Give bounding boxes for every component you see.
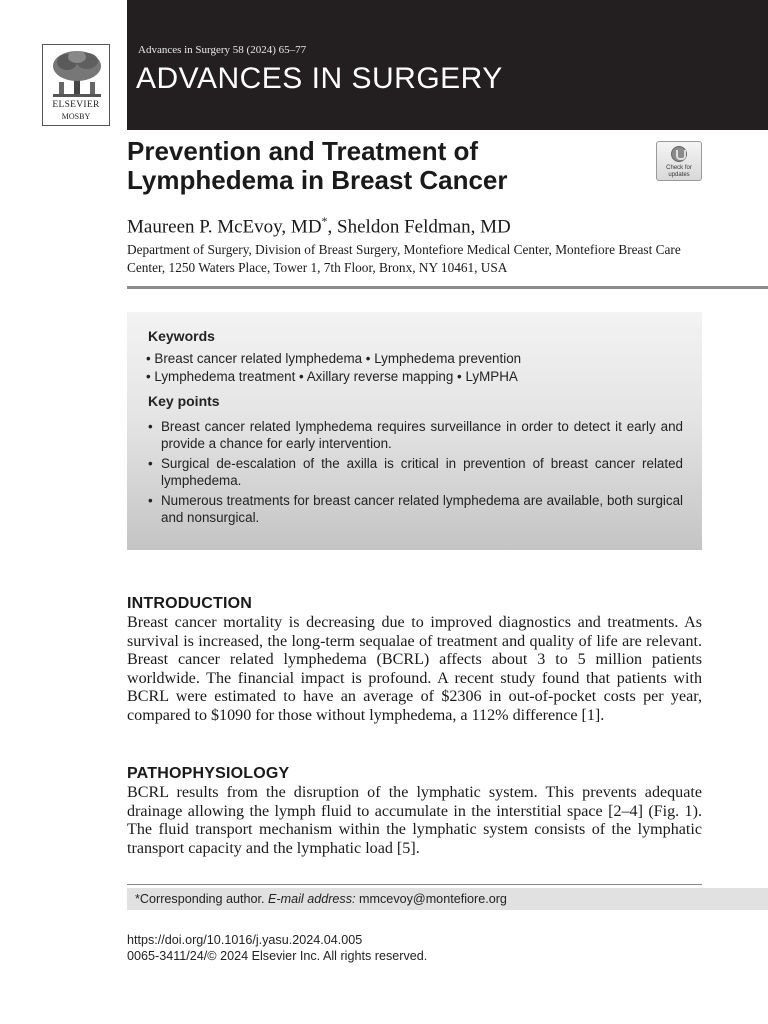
authors bbox=[127, 214, 511, 238]
key-point-item: • Surgical de-escalation of the axilla is critical in prevention of breast cancer related lymphedema. bbox=[148, 455, 683, 489]
footnote-divider bbox=[127, 884, 702, 885]
key-points-list bbox=[148, 418, 683, 529]
email-label: E-mail address: bbox=[268, 892, 356, 906]
journal-header bbox=[127, 0, 768, 130]
check-updates-icon bbox=[671, 146, 687, 162]
journal-title: ADVANCES IN SURGERY bbox=[136, 62, 503, 95]
introduction-heading: INTRODUCTION bbox=[127, 595, 253, 612]
pathophysiology-text: BCRL results from the disruption of the lymphatic system. This prevents adequate drainage allowing the lymph fluid to accumulate in the interstitial space [2–4] (Fig. 1). The fluid transport mechanism within the lymphatic system consists of the lymphatic transport capacity and the lymphatic load [5]. bbox=[127, 784, 702, 857]
keywords-line-1: • Breast cancer related lymphedema • Lymphedema prevention bbox=[146, 351, 522, 366]
footnote-prefix: *Corresponding author. bbox=[135, 892, 269, 906]
key-point-item: • Numerous treatments for breast cancer related lymphedema are available, both surgical and nonsurgical. bbox=[148, 492, 683, 526]
keywords-line-2: • Lymphedema treatment • Axillary reverse mapping • LyMPHA bbox=[146, 369, 518, 384]
publisher-imprint: MOSBY bbox=[61, 112, 91, 121]
citation: Advances in Surgery 58 (2024) 65–77 bbox=[138, 44, 307, 56]
corresponding-mark[interactable]: * bbox=[321, 214, 328, 228]
title-line-1: Prevention and Treatment of bbox=[127, 136, 479, 166]
check-updates-label: Check for updates bbox=[666, 165, 692, 178]
check-for-updates-button[interactable] bbox=[656, 141, 702, 181]
article-title bbox=[127, 137, 647, 195]
key-points-box bbox=[127, 312, 702, 550]
doi-link[interactable]: https://doi.org/10.1016/j.yasu.2024.04.005 bbox=[127, 933, 363, 947]
author-1: Maureen P. McEvoy, MD bbox=[127, 216, 322, 238]
header-divider bbox=[127, 286, 768, 289]
footnote bbox=[127, 888, 768, 910]
introduction-text: Breast cancer mortality is decreasing due to improved diagnostics and treatments. As survival is increased, the long-term sequalae of treatment and quality of life are relevant. Breast cancer related lymphedema (BCRL) affects about 3 to 5 million patients worldwide. The financial impact is profound. A recent study found that patients with BCRL were estimated to have an average of $2306 in out-of-pocket costs per year, compared to $1090 for those without lymphedema, a 112% difference [1]. bbox=[127, 614, 702, 724]
pathophysiology-heading: PATHOPHYSIOLOGY bbox=[127, 765, 290, 782]
elsevier-logo bbox=[42, 44, 110, 126]
affiliation: Department of Surgery, Division of Breast Surgery, Montefiore Medical Center, Montefiore Breast Care Center, 1250 Waters Place, Tower 1, 7th Floor, Bronx, NY 10461, USA bbox=[127, 242, 681, 275]
publisher-name: ELSEVIER bbox=[52, 100, 100, 110]
key-point-item: • Breast cancer related lymphedema requires surveillance in order to detect it early and provide a chance for early intervention. bbox=[148, 418, 683, 452]
footnote-text bbox=[135, 892, 507, 906]
copyright: 0065-3411/24/© 2024 Elsevier Inc. All rights reserved. bbox=[127, 949, 428, 963]
email-link[interactable]: mmcevoy@montefiore.org bbox=[355, 892, 507, 906]
tree-icon bbox=[49, 48, 105, 98]
author-2: , Sheldon Feldman, MD bbox=[327, 216, 511, 238]
title-line-2: Lymphedema in Breast Cancer bbox=[127, 165, 508, 195]
keywords-heading: Keywords bbox=[148, 328, 215, 344]
key-points-heading: Key points bbox=[148, 393, 220, 409]
